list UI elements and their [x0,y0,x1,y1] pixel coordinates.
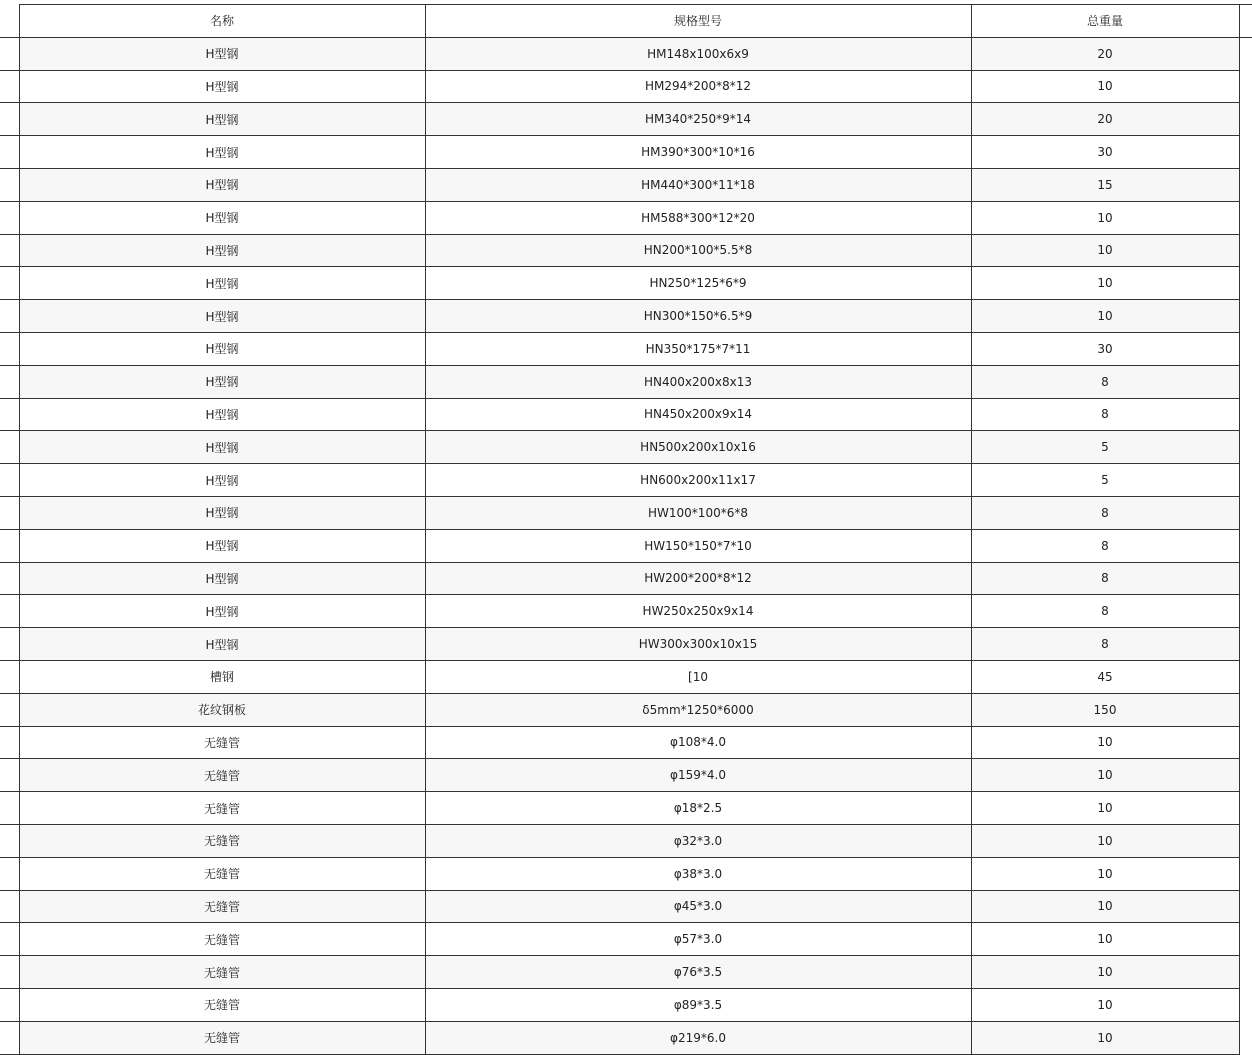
weight-cell: 150 [971,693,1239,726]
spec-cell: φ18*2.5 [425,792,971,825]
spec-cell: HN450x200x9x14 [425,398,971,431]
weight-cell: 45 [971,660,1239,693]
row-gutter [0,332,19,365]
row-gutter-right [1239,365,1252,398]
spec-cell: HN500x200x10x16 [425,431,971,464]
row-gutter [0,496,19,529]
column-header-name: 名称 [19,5,425,38]
row-gutter [0,37,19,70]
name-cell: 无缝管 [19,988,425,1021]
row-gutter-right [1239,857,1252,890]
table-row [0,923,1252,956]
row-gutter-right [1239,792,1252,825]
name-cell: H型钢 [19,595,425,628]
weight-cell: 10 [971,824,1239,857]
weight-cell: 5 [971,431,1239,464]
weight-cell: 20 [971,37,1239,70]
row-gutter-right [1239,70,1252,103]
table-row [0,168,1252,201]
table-row [0,595,1252,628]
spec-cell: HM294*200*8*12 [425,70,971,103]
name-cell: H型钢 [19,431,425,464]
spec-cell: HN250*125*6*9 [425,267,971,300]
name-cell: H型钢 [19,365,425,398]
spec-cell: φ57*3.0 [425,923,971,956]
spec-cell: HW200*200*8*12 [425,562,971,595]
row-gutter-right [1239,890,1252,923]
table-row [0,824,1252,857]
row-gutter-right [1239,103,1252,136]
row-gutter-right [1239,37,1252,70]
row-gutter [0,956,19,989]
row-gutter [0,136,19,169]
spec-cell: HM588*300*12*20 [425,201,971,234]
weight-cell: 15 [971,168,1239,201]
name-cell: H型钢 [19,201,425,234]
row-gutter [0,300,19,333]
weight-cell: 8 [971,398,1239,431]
row-gutter-right [1239,300,1252,333]
spec-cell: φ76*3.5 [425,956,971,989]
table-row [0,234,1252,267]
spec-cell: φ219*6.0 [425,1021,971,1054]
spec-cell: HN200*100*5.5*8 [425,234,971,267]
table-row [0,136,1252,169]
spec-cell: δ5mm*1250*6000 [425,693,971,726]
table-row [0,857,1252,890]
table-row [0,464,1252,497]
table-row [0,562,1252,595]
weight-cell: 8 [971,365,1239,398]
row-gutter [0,1021,19,1054]
table-header-row [0,5,1252,38]
table-row [0,103,1252,136]
spec-cell: HN350*175*7*11 [425,332,971,365]
spec-cell: HN400x200x8x13 [425,365,971,398]
spec-table [0,4,1252,1055]
name-cell: 无缝管 [19,1021,425,1054]
row-gutter-right [1239,464,1252,497]
column-header-spec: 规格型号 [425,5,971,38]
name-cell: 槽钢 [19,660,425,693]
row-gutter-right [1239,332,1252,365]
row-gutter-right [1239,529,1252,562]
table-row [0,660,1252,693]
name-cell: 无缝管 [19,824,425,857]
name-cell: H型钢 [19,496,425,529]
column-header-weight: 总重量 [971,5,1239,38]
row-gutter-right [1239,660,1252,693]
row-gutter [0,759,19,792]
name-cell: 无缝管 [19,890,425,923]
weight-cell: 8 [971,595,1239,628]
row-gutter-right [1239,956,1252,989]
spec-cell: HN300*150*6.5*9 [425,300,971,333]
weight-cell: 10 [971,234,1239,267]
name-cell: 无缝管 [19,792,425,825]
row-gutter [0,168,19,201]
table-row [0,1021,1252,1054]
row-gutter-right [1239,201,1252,234]
name-cell: 无缝管 [19,759,425,792]
spec-cell: HW250x250x9x14 [425,595,971,628]
weight-cell: 10 [971,956,1239,989]
weight-cell: 5 [971,464,1239,497]
row-gutter-right [1239,1021,1252,1054]
weight-cell: 10 [971,726,1239,759]
weight-cell: 20 [971,103,1239,136]
table-row [0,37,1252,70]
row-gutter-right [1239,923,1252,956]
name-cell: H型钢 [19,168,425,201]
spec-cell: HM148x100x6x9 [425,37,971,70]
table-row [0,792,1252,825]
spec-cell: HM440*300*11*18 [425,168,971,201]
row-gutter-right [1239,168,1252,201]
table-row [0,398,1252,431]
row-gutter [0,923,19,956]
table-row [0,496,1252,529]
weight-cell: 10 [971,70,1239,103]
weight-cell: 10 [971,300,1239,333]
row-gutter-right [1239,496,1252,529]
row-gutter [0,234,19,267]
name-cell: H型钢 [19,529,425,562]
weight-cell: 10 [971,759,1239,792]
table-row [0,890,1252,923]
table-body [0,5,1252,1055]
weight-cell: 30 [971,332,1239,365]
table-row [0,431,1252,464]
row-gutter [0,562,19,595]
row-gutter [0,726,19,759]
name-cell: H型钢 [19,300,425,333]
name-cell: H型钢 [19,464,425,497]
name-cell: H型钢 [19,37,425,70]
table-row [0,201,1252,234]
row-gutter [0,660,19,693]
row-gutter [0,988,19,1021]
row-gutter-right [1239,431,1252,464]
row-gutter [0,5,19,38]
name-cell: H型钢 [19,398,425,431]
table-row [0,628,1252,661]
table-row [0,759,1252,792]
weight-cell: 8 [971,529,1239,562]
name-cell: H型钢 [19,332,425,365]
row-gutter-right [1239,234,1252,267]
row-gutter [0,857,19,890]
row-gutter-right [1239,759,1252,792]
name-cell: H型钢 [19,70,425,103]
spec-cell: HN600x200x11x17 [425,464,971,497]
name-cell: H型钢 [19,234,425,267]
table-row [0,726,1252,759]
row-gutter-right [1239,5,1252,38]
spec-cell: HM340*250*9*14 [425,103,971,136]
name-cell: 无缝管 [19,956,425,989]
name-cell: H型钢 [19,562,425,595]
row-gutter [0,201,19,234]
spec-cell: HW100*100*6*8 [425,496,971,529]
table-row [0,332,1252,365]
row-gutter-right [1239,398,1252,431]
row-gutter-right [1239,562,1252,595]
row-gutter [0,431,19,464]
weight-cell: 10 [971,201,1239,234]
row-gutter-right [1239,136,1252,169]
name-cell: H型钢 [19,136,425,169]
table-row [0,529,1252,562]
spec-cell: [10 [425,660,971,693]
name-cell: H型钢 [19,103,425,136]
weight-cell: 10 [971,988,1239,1021]
spec-cell: φ108*4.0 [425,726,971,759]
spec-cell: HM390*300*10*16 [425,136,971,169]
row-gutter [0,267,19,300]
row-gutter [0,398,19,431]
spec-cell: φ45*3.0 [425,890,971,923]
weight-cell: 10 [971,792,1239,825]
weight-cell: 30 [971,136,1239,169]
name-cell: H型钢 [19,267,425,300]
row-gutter [0,792,19,825]
weight-cell: 10 [971,923,1239,956]
row-gutter [0,464,19,497]
name-cell: 花纹钢板 [19,693,425,726]
row-gutter [0,529,19,562]
table-row [0,693,1252,726]
name-cell: 无缝管 [19,726,425,759]
row-gutter [0,693,19,726]
row-gutter [0,70,19,103]
row-gutter-right [1239,988,1252,1021]
spec-cell: φ32*3.0 [425,824,971,857]
row-gutter [0,890,19,923]
row-gutter-right [1239,628,1252,661]
weight-cell: 10 [971,267,1239,300]
table-row [0,267,1252,300]
weight-cell: 8 [971,628,1239,661]
weight-cell: 8 [971,496,1239,529]
spec-cell: φ38*3.0 [425,857,971,890]
weight-cell: 8 [971,562,1239,595]
name-cell: 无缝管 [19,923,425,956]
spec-cell: HW150*150*7*10 [425,529,971,562]
row-gutter [0,365,19,398]
row-gutter-right [1239,824,1252,857]
weight-cell: 10 [971,1021,1239,1054]
table-row [0,70,1252,103]
row-gutter [0,628,19,661]
row-gutter-right [1239,595,1252,628]
table-row [0,300,1252,333]
spec-cell: φ159*4.0 [425,759,971,792]
table-row [0,365,1252,398]
row-gutter [0,595,19,628]
row-gutter-right [1239,693,1252,726]
table-row [0,956,1252,989]
spec-cell: φ89*3.5 [425,988,971,1021]
spec-table-container [0,4,1252,1055]
row-gutter-right [1239,726,1252,759]
spec-cell: HW300x300x10x15 [425,628,971,661]
row-gutter-right [1239,267,1252,300]
weight-cell: 10 [971,890,1239,923]
name-cell: H型钢 [19,628,425,661]
table-row [0,988,1252,1021]
row-gutter [0,824,19,857]
name-cell: 无缝管 [19,857,425,890]
weight-cell: 10 [971,857,1239,890]
row-gutter [0,103,19,136]
